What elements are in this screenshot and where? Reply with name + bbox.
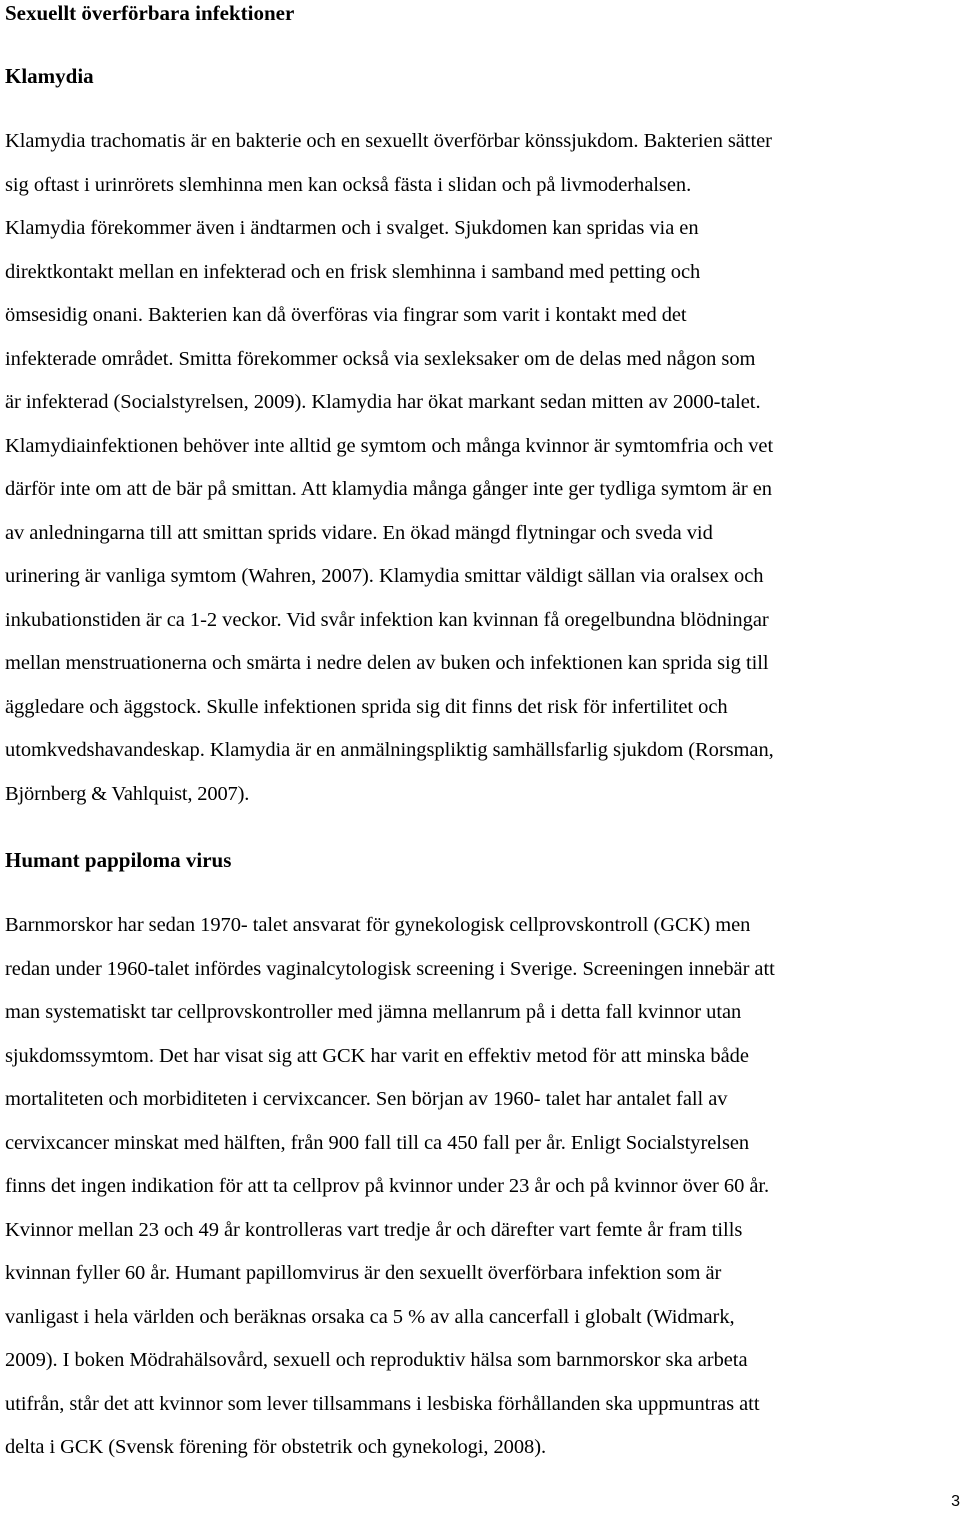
text-line: av anledningarna till att smittan sprids vidare. En ökad mängd flytningar och sveda vid [5,521,713,544]
page-number: 3 [951,1493,960,1510]
text-line: sig oftast i urinrörets slemhinna men kan också fästa i slidan och på livmoderhalsen. [5,173,692,196]
text-line: finns det ingen indikation för att ta cellprov på kvinnor under 23 år och på kvinnor över 60 år. [5,1175,770,1197]
text-line: mellan menstruationerna och smärta i nedre delen av buken och infektionen kan sprida sig till [5,652,769,674]
text-line: är infekterad (Socialstyrelsen, 2009). Klamydia har ökat markant sedan mitten av 2000-talet. [5,391,761,413]
paragraph-klamydia [5,128,960,824]
text-line: Klamydiainfektionen behöver inte alltid ge symtom och många kvinnor är symtomfria och vet [5,434,774,457]
text-line: Klamydia förekommer även i ändtarmen och i svalget. Sjukdomen kan spridas via en [5,217,699,239]
text-line: urinering är vanliga symtom (Wahren, 2007). Klamydia smittar väldigt sällan via oralsex och [5,565,764,587]
text-line: vanligast i hela världen och beräknas orsaka ca 5 % av alla cancerfall i globalt (Widmark, [5,1305,735,1328]
text-line: därför inte om att de bär på smittan. Att klamydia många gånger inte ger tydliga symtom är en [5,478,772,500]
section-heading-hpv: Humant pappiloma virus [5,848,232,872]
text-line: sjukdomssymtom. Det har visat sig att GCK har varit en effektiv metod för att minska både [5,1044,749,1067]
text-line: direktkontakt mellan en infekterad och en frisk slemhinna i samband med petting och [5,260,701,283]
document-title: Sexuellt överförbara infektioner [5,1,295,25]
text-line: redan under 1960-talet infördes vaginalcytologisk screening i Sverige. Screeningen innebär att [5,957,775,980]
text-line: utomkvedshavandeskap. Klamydia är en anmälningspliktig samhällsfarlig sjukdom (Rorsman, [5,739,774,761]
text-line: kvinnan fyller 60 år. Humant papillomvirus är den sexuellt överförbara infektion som är [5,1262,722,1284]
text-line: Barnmorskor har sedan 1970- talet ansvarat för gynekologisk cellprovskontroll (GCK) men [5,914,751,936]
text-line: mortaliteten och morbiditeten i cervixcancer. Sen början av 1960- talet har antalet fall av [5,1088,728,1110]
section-heading-klamydia: Klamydia [5,64,94,88]
text-line: delta i GCK (Svensk förening för obstetrik och gynekologi, 2008). [5,1436,547,1458]
text-line: Kvinnor mellan 23 och 49 år kontrolleras vart tredje år och därefter vart femte år fram tills [5,1218,743,1241]
text-line: inkubationstiden är ca 1-2 veckor. Vid svår infektion kan kvinnan få oregelbundna blödningar [5,608,769,631]
text-line: utifrån, står det att kvinnor som lever tillsammans i lesbiska förhållanden ska uppmuntras att [5,1392,760,1415]
text-line: man systematiskt tar cellprovskontroller med jämna mellanrum på i detta fall kvinnor utan [5,1001,742,1023]
text-line: cervixcancer minskat med hälften, från 900 fall till ca 450 fall per år. Enligt Socialstyrelsen [5,1131,750,1154]
text-line: infekterade området. Smitta förekommer också via sexleksaker om de delas med någon som [5,347,756,370]
text-line: ömsesidig onani. Bakterien kan då överföras via fingrar som varit i kontakt med det [5,304,687,326]
text-line: Klamydia trachomatis är en bakterie och en sexuellt överförbar könssjukdom. Bakterien sätter [5,130,772,152]
text-line: äggledare och äggstock. Skulle infektionen sprida sig dit finns det risk för infertilitet och [5,695,728,718]
paragraph-hpv [5,912,960,1478]
text-line: Björnberg & Vahlquist, 2007). [5,782,250,805]
text-line: 2009). I boken Mödrahälsovård, sexuell och reproduktiv hälsa som barnmorskor ska arbeta [5,1349,748,1371]
